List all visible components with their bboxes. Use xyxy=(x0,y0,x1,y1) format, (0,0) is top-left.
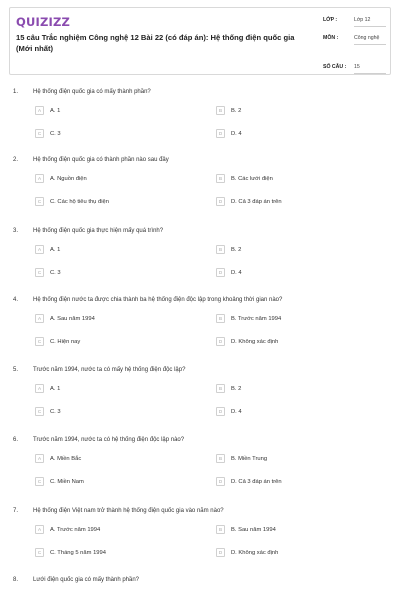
question-text: Hệ thống điện quốc gia có thành phần nào sau đây xyxy=(33,157,169,163)
answer-checkbox[interactable]: B xyxy=(216,245,225,254)
answer-checkbox[interactable]: C xyxy=(35,337,44,346)
answer-checkbox[interactable]: C xyxy=(35,548,44,557)
option-text: B. Miền Trung xyxy=(231,455,268,462)
option-text: D. 4 xyxy=(231,269,242,276)
question-number: 3. xyxy=(13,228,19,234)
option-text: A. Sau năm 1994 xyxy=(50,315,95,322)
question-number: 5. xyxy=(13,367,19,373)
option-text: D. Cả 3 đáp án trên xyxy=(231,198,282,205)
question-count-label: SỐ CÂU : xyxy=(323,64,347,70)
option-text: B. 2 xyxy=(231,385,242,392)
option-text: C. Miền Nam xyxy=(50,478,84,485)
question-text: Trước năm 1994, nước ta có mấy hệ thống điện độc lập? xyxy=(33,367,186,373)
option-text: D. Cả 3 đáp án trên xyxy=(231,478,282,485)
answer-checkbox[interactable]: B xyxy=(216,174,225,183)
question-number: 4. xyxy=(13,297,19,303)
quizizz-logo: QUIZIZZ xyxy=(16,15,71,29)
answer-checkbox[interactable]: D xyxy=(216,477,225,486)
question-number: 7. xyxy=(13,508,19,514)
answer-checkbox[interactable]: D xyxy=(216,337,225,346)
answer-checkbox[interactable]: C xyxy=(35,197,44,206)
answer-checkbox[interactable]: A xyxy=(35,525,44,534)
option-text: A. 1 xyxy=(50,246,61,253)
answer-checkbox[interactable]: A xyxy=(35,384,44,393)
answer-checkbox[interactable]: D xyxy=(216,548,225,557)
answer-checkbox[interactable]: B xyxy=(216,106,225,115)
answer-checkbox[interactable]: D xyxy=(216,129,225,138)
option-text: C. 3 xyxy=(50,130,61,137)
answer-checkbox[interactable]: B xyxy=(216,314,225,323)
option-text: D. Không xác định xyxy=(231,338,279,345)
question-text: Hệ thống điện nước ta được chia thành ba hệ thống điện độc lập trong khoảng thời gian nào? xyxy=(33,297,283,303)
question-number: 1. xyxy=(13,89,19,95)
option-text: B. Các lưới điện xyxy=(231,175,273,182)
question-text: Hệ thống điện quốc gia có mấy thành phần? xyxy=(33,89,151,95)
option-text: B. 2 xyxy=(231,246,242,253)
answer-checkbox[interactable]: C xyxy=(35,477,44,486)
worksheet-title: 15 câu Trắc nghiệm Công nghệ 12 Bài 22 (có đáp án): Hệ thống điện quốc gia (Mới nhất) xyxy=(16,33,295,53)
answer-checkbox[interactable]: C xyxy=(35,407,44,416)
question-text: Trước năm 1994, nước ta có hệ thống điện độc lập nào? xyxy=(33,437,185,443)
option-text: B. Trước năm 1994 xyxy=(231,315,282,322)
option-text: D. 4 xyxy=(231,130,242,137)
option-text: C. Hiện nay xyxy=(50,338,81,345)
option-text: C. Tháng 5 năm 1994 xyxy=(50,549,106,556)
grade-label: LỚP : xyxy=(323,17,338,23)
option-text: A. Nguồn điện xyxy=(50,175,87,182)
answer-checkbox[interactable]: D xyxy=(216,407,225,416)
option-text: A. Miền Bắc xyxy=(50,455,82,462)
option-text: A. Trước năm 1994 xyxy=(50,526,101,533)
option-text: C. 3 xyxy=(50,408,61,415)
question-number: 2. xyxy=(13,157,19,163)
answer-checkbox[interactable]: B xyxy=(216,454,225,463)
answer-checkbox[interactable]: A xyxy=(35,454,44,463)
answer-checkbox[interactable]: C xyxy=(35,268,44,277)
answer-checkbox[interactable]: A xyxy=(35,106,44,115)
question-number: 6. xyxy=(13,437,19,443)
option-text: C. 3 xyxy=(50,269,61,276)
answer-checkbox[interactable]: A xyxy=(35,174,44,183)
question-number: 8. xyxy=(13,577,19,583)
grade-value: Lớp 12 xyxy=(354,17,386,27)
subject-value: Công nghệ xyxy=(354,35,386,45)
worksheet-header xyxy=(9,7,391,75)
option-text: C. Các hộ tiêu thụ điện xyxy=(50,198,109,205)
answer-checkbox[interactable]: B xyxy=(216,384,225,393)
question-text: Hệ thống điện Việt nam trở thành hệ thống điện quốc gia vào năm nào? xyxy=(33,508,224,514)
answer-checkbox[interactable]: D xyxy=(216,268,225,277)
subject-label: MÔN : xyxy=(323,35,339,41)
answer-checkbox[interactable]: A xyxy=(35,314,44,323)
question-text: Hệ thống điện quốc gia thực hiện mấy quá trình? xyxy=(33,228,164,234)
answer-checkbox[interactable]: D xyxy=(216,197,225,206)
question-text: Lưới điện quốc gia có mấy thành phần? xyxy=(33,577,140,583)
option-text: B. 2 xyxy=(231,107,242,114)
option-text: A. 1 xyxy=(50,385,61,392)
question-count-value: 15 xyxy=(354,64,386,74)
option-text: D. 4 xyxy=(231,408,242,415)
option-text: A. 1 xyxy=(50,107,61,114)
option-text: B. Sau năm 1994 xyxy=(231,526,276,533)
answer-checkbox[interactable]: A xyxy=(35,245,44,254)
answer-checkbox[interactable]: C xyxy=(35,129,44,138)
option-text: D. Không xác định xyxy=(231,549,279,556)
answer-checkbox[interactable]: B xyxy=(216,525,225,534)
